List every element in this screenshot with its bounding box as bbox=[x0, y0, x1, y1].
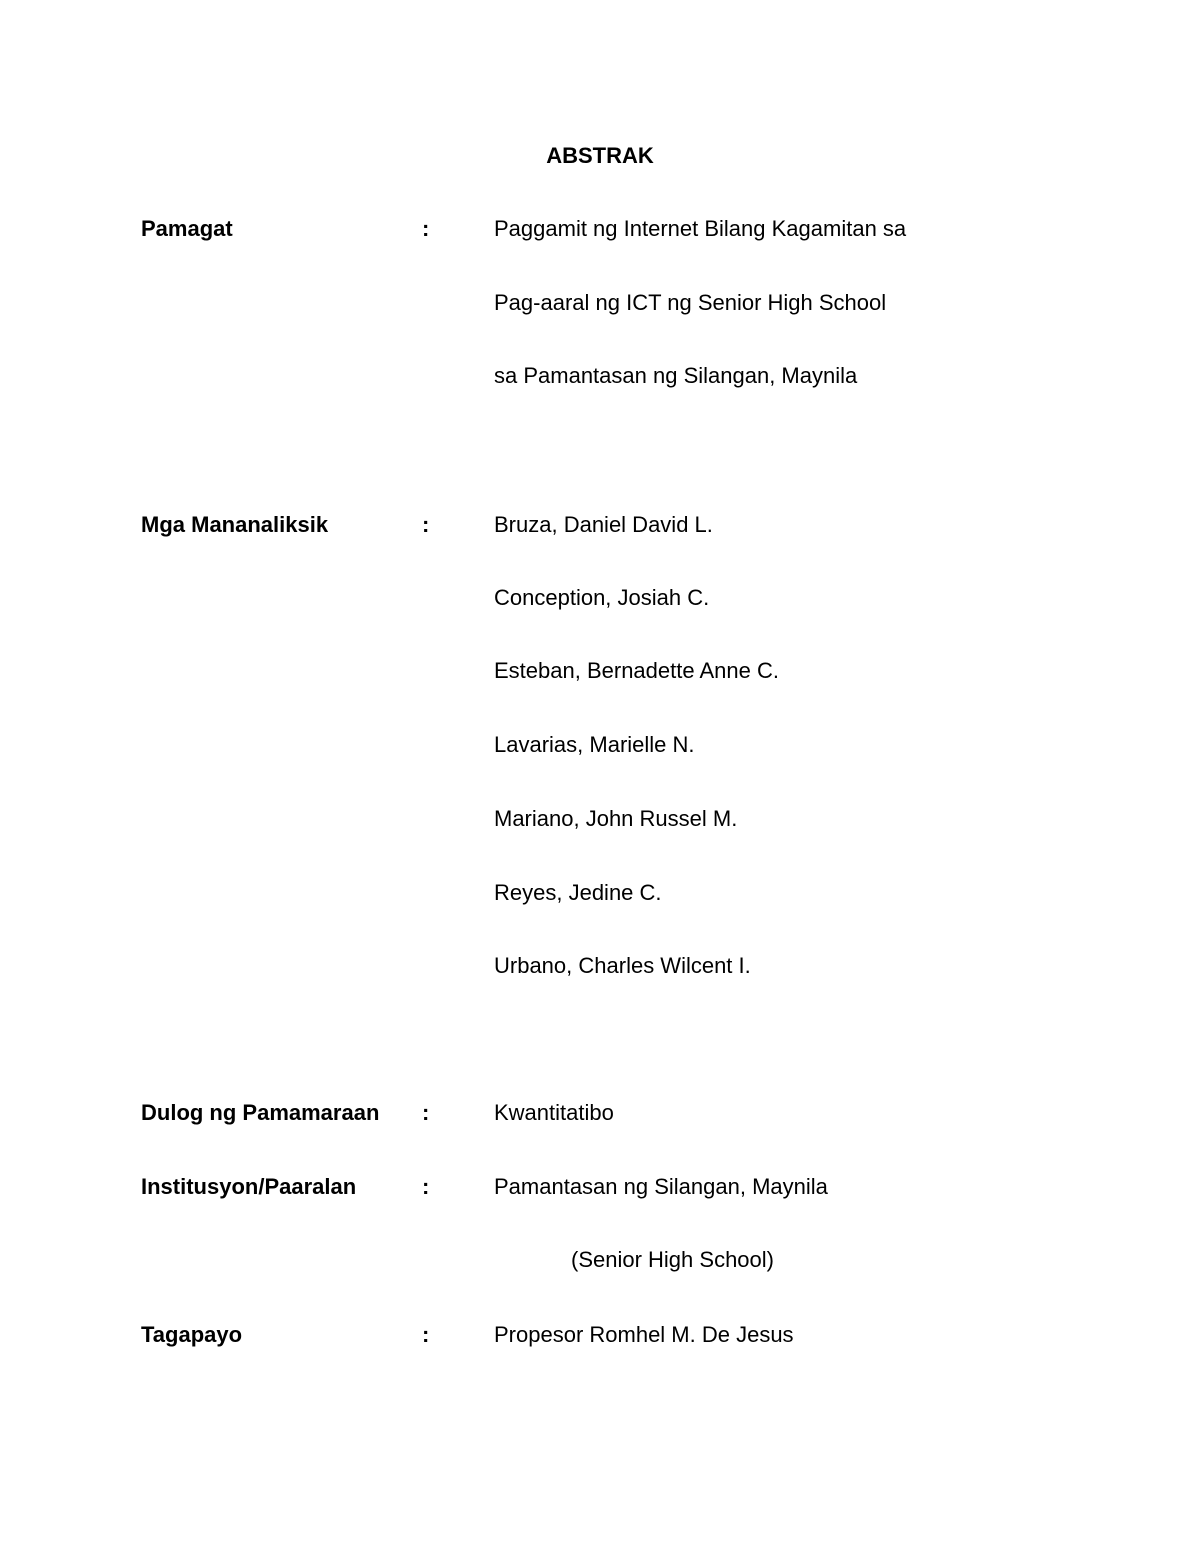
institusyon-label: Institusyon/Paaralan bbox=[141, 1174, 357, 1199]
institusyon-subvalue: (Senior High School) bbox=[571, 1247, 774, 1272]
researcher-name: Conception, Josiah C. bbox=[494, 585, 710, 610]
researcher-name: Reyes, Jedine C. bbox=[494, 880, 662, 905]
pamagat-colon: : bbox=[422, 216, 430, 241]
researcher-name: Mariano, John Russel M. bbox=[494, 806, 738, 831]
institusyon-colon: : bbox=[422, 1174, 430, 1199]
researcher-name: Bruza, Daniel David L. bbox=[494, 512, 713, 537]
tagapayo-label: Tagapayo bbox=[141, 1322, 243, 1347]
researcher-name: Lavarias, Marielle N. bbox=[494, 732, 695, 757]
mananaliksik-label: Mga Mananaliksik bbox=[141, 512, 329, 537]
tagapayo-value: Propesor Romhel M. De Jesus bbox=[494, 1322, 794, 1347]
researcher-name: Esteban, Bernadette Anne C. bbox=[494, 658, 779, 683]
tagapayo-colon: : bbox=[422, 1322, 430, 1347]
institusyon-value: Pamantasan ng Silangan, Maynila bbox=[494, 1174, 828, 1199]
pamagat-label: Pamagat bbox=[141, 216, 233, 241]
pamagat-line-2: Pag-aaral ng ICT ng Senior High School bbox=[494, 290, 887, 315]
dulog-label: Dulog ng Pamamaraan bbox=[141, 1100, 380, 1125]
pamagat-line-3: sa Pamantasan ng Silangan, Maynila bbox=[494, 363, 858, 388]
dulog-value: Kwantitatibo bbox=[494, 1100, 614, 1125]
document-title: ABSTRAK bbox=[546, 143, 654, 168]
researcher-name: Urbano, Charles Wilcent I. bbox=[494, 953, 751, 978]
pamagat-line-1: Paggamit ng Internet Bilang Kagamitan sa bbox=[494, 216, 907, 241]
mananaliksik-colon: : bbox=[422, 512, 430, 537]
dulog-colon: : bbox=[422, 1100, 430, 1125]
